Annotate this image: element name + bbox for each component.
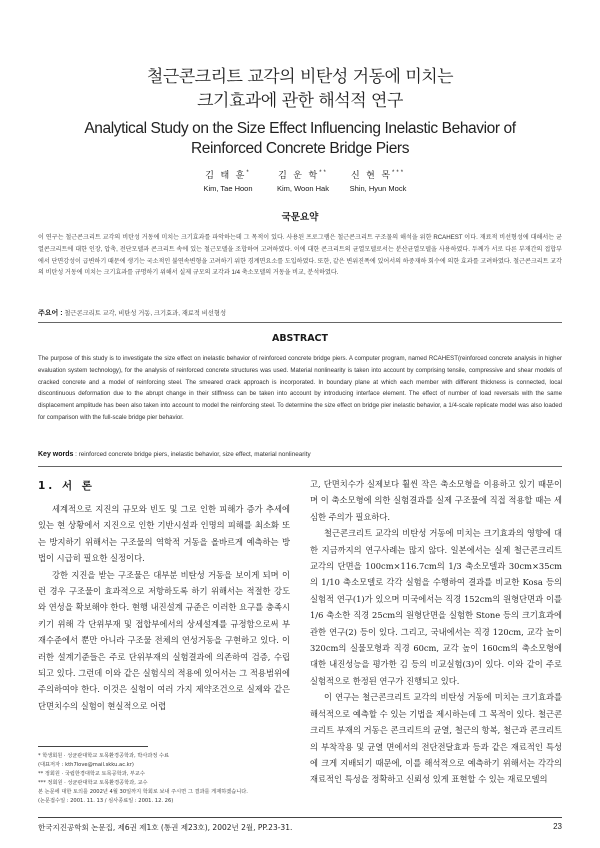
- paragraph: 강한 지진을 받는 구조물은 대부분 비탄성 거동을 보이게 되며 이런 경우 구조물이 효과적으로 저항하도록 하기 위해서는 적절한 강도와 연성을 확보해야 한다. 현행 내진설계 규준은 이러한 요구를 충족시키기 위해 각 단위부재 및 접합부에서의 상세설계를 규정함으로써 부재수준에서 뿐만 아니라 구조물 전체의 연성거동을 구현하고 있다. 이러한 설계기준들은 주로 단위부재의 실험결과에 의존하여 검증, 수립되고 있다. 그런데 이와 같은 실험식의 적용에 있어서는 그 적용범위에 주의하여야 한다. 이것은 실험이 여러 가지 제약조건으로 실제와 같은 단면치수의 실험이 현실적으로 어렵: [38, 569, 290, 711]
- author-3: [328, 168, 428, 193]
- author-3-name-ko: 신 현 목: [350, 170, 393, 180]
- title-ko-line-1: 철근콘크리트 교각의 비탄성 거동에 미치는: [146, 67, 454, 87]
- author-3-mark: ***: [392, 170, 406, 176]
- footnote: (논문접수일 : 2001. 11. 13 / 심사종료일 : 2001. 12. 26): [38, 798, 174, 804]
- footnote: (대표저자 : kth7love@mail.skku.ac.kr): [38, 762, 134, 768]
- keywords-en-label: Key words: [38, 451, 74, 458]
- abstract-ko-heading: 국문요약: [281, 212, 319, 223]
- abstract-en-heading: ABSTRACT: [271, 333, 329, 344]
- paragraph: 철근콘크리트 교각의 비탄성 거동에 미치는 크기효과의 영향에 대한 지금까지의 연구사례는 많지 않다. 일본에서는 실제 철근콘크리트 교각의 단면을 100cm×116.7cm의 1/3 축소모델과 30cm×35cm의 1/10 축소모델로 각각 실험을 수행하여 결과를 비교한 Kosa 등의 실험적 연구(1)가 있으며 미국에서는 직경 152cm의 원형단면과 이를 1/6 축소한 직경 25cm의 원형단면을 실험한 Stone 등의 크기효과에 관한 연구(2) 등이 있다. 그리고, 국내에서는 직경 120cm, 교각 높이 320cm의 실물모형과 직경 60cm, 교각 높이 160cm의 축소모형에 대한 내진성능을 평가한 김 등의 비교실험(3)이 있다. 이와 같이 주로 실험적으로 한정된 연구가 진행되고 있다.: [310, 528, 562, 686]
- section-1-heading: 1. 서 론: [38, 480, 95, 492]
- footnote: *** 정회원 · 성균관대학교 토목환경공학과, 교수: [38, 780, 148, 786]
- footnote-rule: [38, 746, 148, 747]
- paragraph: 고, 단면치수가 실제보다 훨씬 작은 축소모형을 이용하고 있기 때문이며 이 축소모형에 의한 실험결과를 실제 구조물에 직접 적용할 때는 세심한 주의가 필요하다.: [310, 479, 562, 522]
- footnote: ** 정회원 · 국립한경대학교 토목공학과, 부교수: [38, 771, 145, 777]
- page-footer-rule: [38, 817, 562, 818]
- author-list: [0, 168, 600, 198]
- author-1-name-en: Kim, Tae Hoon: [203, 184, 253, 193]
- keywords-ko-text: 철근콘크리트 교각, 비탄성 거동, 크기효과, 재료적 비선형성: [64, 310, 227, 317]
- author-1-mark: *: [246, 170, 251, 176]
- title-ko-line-2: 크기효과에 관한 해석적 연구: [197, 91, 403, 111]
- left-column: [38, 501, 290, 714]
- page-number: 23: [553, 822, 562, 831]
- footnote: 본 논문에 대한 토의를 2002년 4월 30일까지 학회로 보내 주시면 그 결과를 게재하겠습니다.: [38, 789, 248, 795]
- title-en-line-2: Reinforced Concrete Bridge Piers: [190, 140, 410, 157]
- keywords-ko: [38, 308, 562, 318]
- author-2-name-ko: 김 운 학: [278, 170, 320, 180]
- keywords-ko-label: 주요어 :: [38, 310, 63, 317]
- author-2-mark: **: [319, 170, 328, 176]
- abstract-en-text: The purpose of this study is to investigate the size effect on inelastic behavior of reinforced concrete bridge piers. A computer program, named RCAHEST(reinforced concrete analysis in higher evaluation system technology), for the analysis of reinforced concrete structures was used. Material nonlinearity is taken into account by comprising tensile, compressive and shear models of cracked concrete and a model of reinforcing steel. The smeared crack approach is incorporated. In boundary plane at which each member with different thickness is connected, local discontinuous deformation due to the abrupt change in their stiffness can be taken into account by introducing interface element. The effect of number of load reversals with the same displacement amplitude has been also taken into account to model the reinforcing steel. To determine the size effect on bridge pier inelastic behavior, a 1/4-scale replicate model was also loaded for comparison with the full-scale bridge pier behavior.: [38, 355, 562, 421]
- author-1-name-ko: 김 태 훈: [205, 170, 247, 180]
- abstract-ko-text: 이 연구는 철근콘크리트 교각의 비탄성 거동에 미치는 크기효과를 파악하는데 그 목적이 있다. 사용된 프로그램은 철근콘크리트 구조물의 해석을 위한 RCAHEST 이다. 재료적 비선형성에 대해서는 균열콘크리트에 대한 인장, 압축, 전단모델과 콘크리트 속에 있는 철근모델을 조합하여 고려하였다. 이에 대한 콘크리트의 균열모델로서는 분산균열모델을 사용하였다. 두께가 서로 다른 부재간의 접합부에서 단면강성이 급변하기 때문에 생기는 국소적인 불연속변형을 고려하기 위한 경계면요소를 도입하였다. 또한, 같은 변위진폭에 있어서의 하중재하 회수에 의한 효과를 고려하였다. 철근콘크리트 교각의 비탄성 거동에 미치는 크기효과를 규명하기 위해서 실제 규모의 교각과 1/4 축소모델의 거동을 비교, 분석하였다.: [38, 234, 562, 277]
- divider: [38, 322, 562, 323]
- paragraph: 이 연구는 철근콘크리트 교각의 비탄성 거동에 미치는 크기효과를 해석적으로 예측할 수 있는 기법을 제시하는데 그 목적이 있다. 철근콘크리트 부재의 거동은 콘크리트의 균열, 철근의 항복, 철근과 콘크리트의 부착작용 및 균열 면에서의 전단전달효과 등과 같은 재료적인 특성에 크게 지배되기 때문에, 이를 해석적으로 예측하기 위해서는 각각의 재료적인 특성을 정확하고 신뢰성 있게 표현할 수 있는 재료모델의: [310, 692, 562, 785]
- keywords-en: [38, 451, 562, 458]
- author-2-name-en: Kim, Woon Hak: [277, 184, 329, 193]
- footnotes: [38, 752, 288, 806]
- author-3-name-en: Shin, Hyun Mock: [349, 184, 407, 193]
- journal-citation: 한국지진공학회 논문집, 제6권 제1호 (통권 제23호), 2002년 2월, PP.23-31.: [38, 823, 293, 832]
- footnote: * 학생회원 · 성균관대학교 토목환경공학과, 박사과정 수료: [38, 753, 170, 759]
- paragraph: 세계적으로 지진의 규모와 빈도 및 그로 인한 피해가 증가 추세에 있는 현 상황에서 지진으로 인한 기반시설과 인명의 피해를 최소화 또는 방지하기 위해서는 구조물의 역학적 거동을 올바르게 예측하는 방법이 시급히 필요한 실정이다.: [38, 504, 290, 564]
- divider: [38, 466, 562, 467]
- keywords-en-text: : reinforced concrete bridge piers, inelastic behavior, size effect, material nonlinearity: [75, 451, 311, 458]
- title-en-line-1: Analytical Study on the Size Effect Influencing Inelastic Behavior of: [84, 120, 516, 137]
- right-column: [310, 476, 562, 788]
